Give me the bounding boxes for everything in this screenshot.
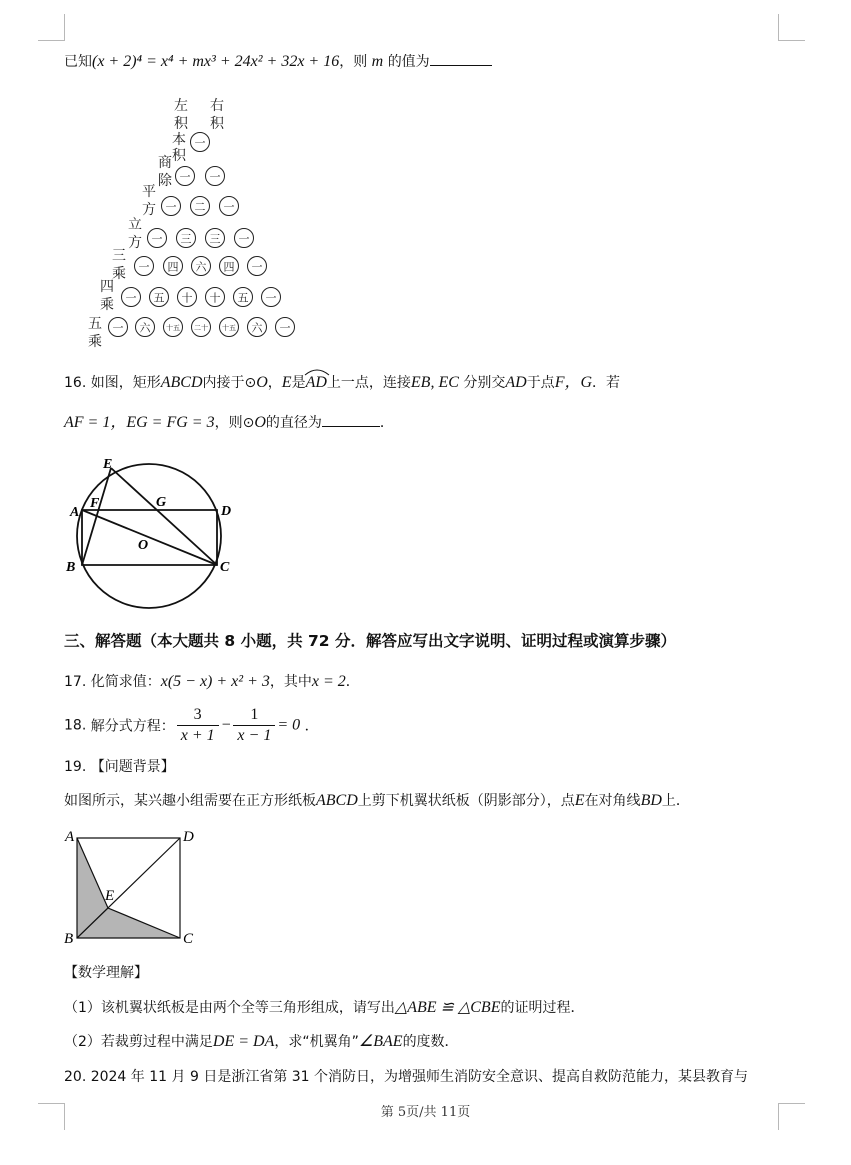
q16-end: ． <box>379 415 394 431</box>
q16-diagonal-ac <box>82 510 217 565</box>
q19-number: 19. <box>64 759 87 775</box>
q19-desc-b: 上剪下机翼状纸板（阴影部分），点 <box>357 793 575 809</box>
q16-line2 <box>64 412 394 434</box>
q18-equals: = 0 <box>277 716 301 734</box>
q18-fraction-2 <box>233 705 275 746</box>
q16-circle-name-2: O <box>254 414 266 431</box>
q19-desc-a: 如图所示，某兴趣小组需要在正方形纸板 <box>64 793 316 809</box>
triangle-number: 二十 <box>194 324 208 332</box>
triangle-number: 二 <box>194 201 206 214</box>
q18-denominator-1: x + 1 <box>180 727 215 744</box>
arc-mark-icon <box>304 368 330 376</box>
triangle-number: 一 <box>194 137 206 150</box>
q17-condition: x = 2 <box>311 673 346 690</box>
triangle-number: 十 <box>209 292 221 305</box>
q19-desc-c: 在对角线 <box>584 793 641 809</box>
q19-desc-d: 上． <box>661 793 690 809</box>
triangle-label: 乘 <box>88 335 102 350</box>
triangle-number: 三 <box>209 233 221 246</box>
q16-answer-blank[interactable] <box>322 412 380 427</box>
q19-p2-text-b: ，求“机翼角” <box>274 1034 359 1050</box>
q19-p2-text-c: 的度数． <box>402 1034 459 1050</box>
triangle-number: 十 <box>181 292 193 305</box>
q16-text-i: 的直径为 <box>265 415 322 431</box>
q18-numerator-2: 1 <box>233 705 275 726</box>
triangle-number: 一 <box>138 261 150 274</box>
q15-variable: m <box>371 53 384 70</box>
triangle-number: 一 <box>251 261 263 274</box>
q16-label-a: A <box>70 505 80 520</box>
q17-expression: x(5 − x) + x² + 3 <box>160 673 270 690</box>
q16-sep: ， <box>267 375 282 391</box>
q19-label-e: E <box>105 888 115 904</box>
q18-number: 18. <box>64 717 87 734</box>
triangle-number: 一 <box>125 292 137 305</box>
q19-figure <box>62 826 202 948</box>
triangle-number: 六 <box>195 261 207 274</box>
q16-arc <box>306 372 327 394</box>
triangle-number: 四 <box>167 261 179 274</box>
triangle-number: 一 <box>209 171 221 184</box>
q18-denominator-2: x − 1 <box>237 727 272 744</box>
q17-middle: ，其中 <box>269 674 312 690</box>
q20-line: 20. 2024 年 11 月 9 日是浙江省第 31 个消防日，为增强师生消防安全意识、提高自救防范能力，某县教育与 <box>64 1069 749 1085</box>
q15-answer-blank[interactable] <box>430 51 492 66</box>
q16-label-e: E <box>103 457 113 472</box>
q18-text: 解分式方程： <box>90 718 175 735</box>
q16-text-f: 于点 <box>526 375 555 391</box>
triangle-label: 方 <box>142 203 156 218</box>
q16-text-e: 分别交 <box>463 375 506 391</box>
triangle-label: 四 <box>100 280 114 295</box>
q17-end: ． <box>345 674 360 690</box>
q16-condition: AF = 1，EG = FG = 3 <box>64 414 215 431</box>
q16-point-e: E <box>281 374 292 391</box>
q16-text-a: 如图，矩形 <box>90 375 161 391</box>
q19-part-1 <box>64 997 584 1019</box>
q19-square-name: ABCD <box>316 792 358 809</box>
q18-end: ． <box>304 718 319 735</box>
q16-label-g: G <box>156 495 167 510</box>
q19-p2-text-a: （2）若裁剪过程中满足 <box>64 1034 213 1050</box>
q15-line <box>64 51 492 73</box>
triangle-number: 一 <box>265 292 277 305</box>
triangle-number: 三 <box>180 233 192 246</box>
pascal-triangle-figure <box>80 92 320 354</box>
q17-text: 化简求值： <box>90 674 161 690</box>
q16-text-h: ，则⊙ <box>214 415 255 431</box>
q19-title-line <box>64 756 175 778</box>
q18-line <box>64 705 319 746</box>
q19-desc-line <box>64 790 690 812</box>
triangle-label: 积 <box>210 117 224 132</box>
q19-label-a: A <box>65 829 75 845</box>
triangle-number: 一 <box>238 233 250 246</box>
q16-line1 <box>64 372 620 394</box>
q16-segment-ec <box>111 468 217 565</box>
q16-text-d: 上一点，连接 <box>326 375 411 391</box>
q19-p1-text-a: （1）该机翼状纸板是由两个全等三角形组成，请写出 <box>64 1000 395 1016</box>
triangle-label: 右 <box>210 99 224 114</box>
q18-fraction-1 <box>177 705 219 746</box>
triangle-label: 方 <box>128 236 142 251</box>
q19-p2-angle: ∠BAE <box>358 1033 403 1050</box>
triangle-label: 除 <box>158 174 172 189</box>
q16-label-o: O <box>138 538 149 553</box>
q16-arc-label: AD <box>305 374 327 391</box>
q17-line <box>64 671 360 693</box>
q16-number: 16. <box>64 375 87 391</box>
q19-point-e: E <box>574 792 585 809</box>
triangle-label: 积 <box>172 149 186 164</box>
triangle-number: 一 <box>151 233 163 246</box>
q16-label-f: F <box>90 496 100 511</box>
q15-suffix: 的值为 <box>387 54 430 70</box>
q16-ad: AD <box>505 374 527 391</box>
triangle-number: 六 <box>251 322 263 335</box>
page-footer: 第 5页/共 11页 <box>380 1105 471 1120</box>
triangle-label: 乘 <box>100 298 114 313</box>
q17-number: 17. <box>64 674 87 690</box>
q19-label-b: B <box>64 931 74 947</box>
triangle-label: 五 <box>88 317 102 332</box>
q16-label-d: D <box>221 504 232 519</box>
triangle-number: 六 <box>139 322 151 335</box>
q16-rect-name: ABCD <box>160 374 203 391</box>
q16-label-b: B <box>66 560 76 575</box>
q16-fg: F，G <box>554 374 593 391</box>
q18-numerator-1: 3 <box>177 705 219 726</box>
triangle-label: 平 <box>142 185 156 200</box>
triangle-label: 商 <box>158 156 172 171</box>
q16-text-c: 是 <box>291 375 306 391</box>
q15-expression: (x + 2)⁴ = x⁴ + mx³ + 24x² + 32x + 16 <box>92 53 340 70</box>
triangle-number: 一 <box>112 322 124 335</box>
triangle-label: 左 <box>174 99 188 114</box>
triangle-number: 五 <box>153 292 165 305</box>
q15-prefix: 已知 <box>64 54 92 70</box>
triangle-label: 三 <box>112 249 126 264</box>
triangle-number: 一 <box>179 171 191 184</box>
q16-circle <box>77 464 221 608</box>
q19-label-c: C <box>183 931 194 947</box>
q19-background-title: 【问题背景】 <box>90 759 175 775</box>
triangle-label: 积 <box>174 117 188 132</box>
q16-segments: EB, EC <box>410 374 459 391</box>
q19-p1-expression: △ABE ≌ △CBE <box>394 999 501 1016</box>
q16-circle-name: O <box>256 374 268 391</box>
triangle-number: 一 <box>279 322 291 335</box>
q16-figure <box>62 452 242 614</box>
q19-math-title: 【数学理解】 <box>64 965 148 981</box>
q19-p2-expression: DE = DA <box>212 1033 275 1050</box>
triangle-number: 五 <box>237 292 249 305</box>
q16-text-b: 内接于⊙ <box>202 375 257 391</box>
triangle-number: 十五 <box>222 324 236 332</box>
corner-mark-top-right <box>778 14 805 41</box>
corner-mark-top-left <box>38 14 65 41</box>
q15-middle: ，则 <box>339 54 368 70</box>
triangle-number: 四 <box>223 261 235 274</box>
q19-part-2 <box>64 1031 459 1053</box>
triangle-label: 乘 <box>112 267 126 282</box>
triangle-number: 一 <box>223 201 235 214</box>
q16-text-g: ．若 <box>592 375 621 391</box>
triangle-label: 本 <box>172 133 186 148</box>
q16-label-c: C <box>220 560 230 575</box>
q19-diagonal: BD <box>640 792 662 809</box>
q19-p1-text-b: 的证明过程． <box>500 1000 585 1016</box>
triangle-number: 一 <box>165 201 177 214</box>
section-3-heading: 三、解答题（本大题共 8 小题，共 72 分．解答应写出文字说明、证明过程或演算步骤） <box>64 632 676 650</box>
q18-minus: − <box>220 716 232 734</box>
triangle-label: 立 <box>128 218 142 233</box>
q19-label-d: D <box>183 829 194 845</box>
triangle-number: 十五 <box>166 324 180 332</box>
